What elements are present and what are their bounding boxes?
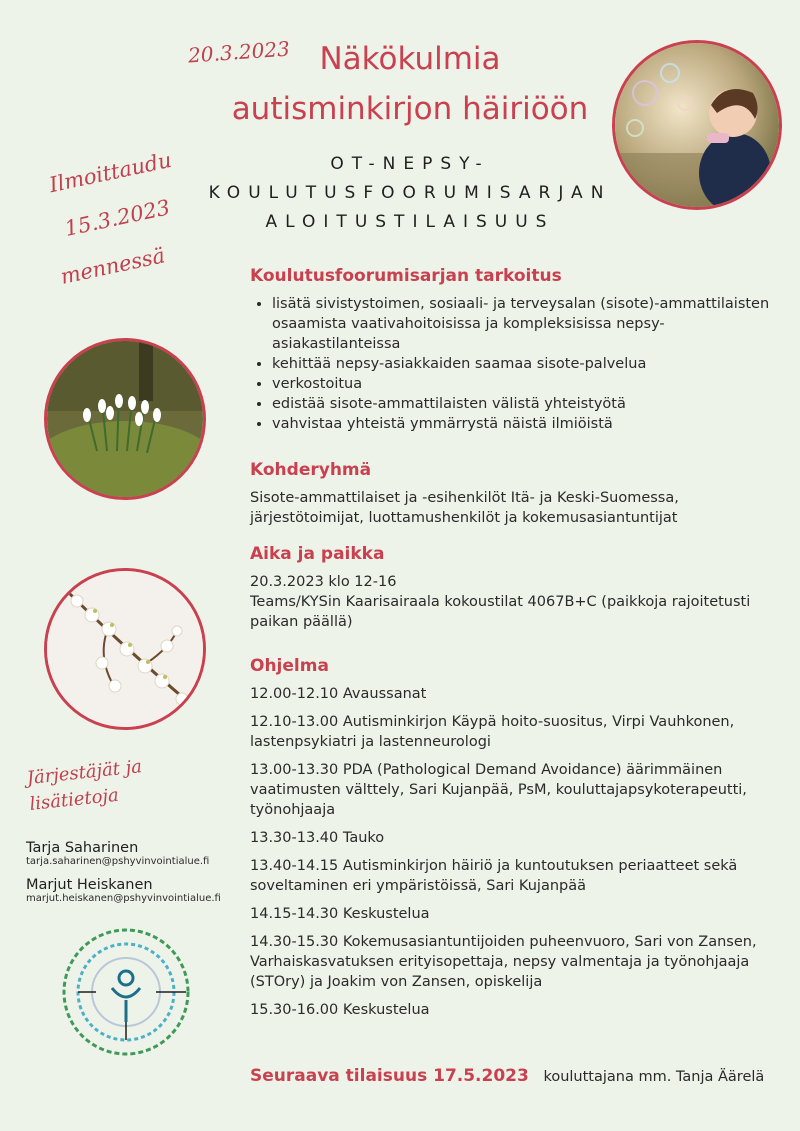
purpose-list [250,294,770,434]
subtitle-line-2: KOULUTUSFOORUMISARJAN [208,183,612,203]
child-bubbles-photo [612,40,782,210]
audience-heading: Kohderyhmä [250,460,372,480]
subtitle-line-3: ALOITUSTILAISUUS [265,212,555,232]
organizers-list [26,840,246,904]
list-item: • verkostoitua [272,374,770,394]
audience-section [250,460,770,528]
registration-line-1: Ilmoittaudu [47,147,174,198]
program-item: 13.40-14.15 Autisminkirjon häiriö ja kuntoutuksen periaatteet sekä soveltaminen eri ympäristöissä, Sari Kujanpää [250,858,738,894]
audience-text: Sisote-ammattilaiset ja -esihenkilöt Itä- ja Keski-Suomessa, järjestötoimijat, luottamushenkilöt ja kokemusasiantuntijat [250,490,679,526]
organizers-title-line-2: lisätietoja [28,784,120,815]
time-place-heading: Aika ja paikka [250,544,385,564]
header-date: 20.3.2023 [187,36,291,68]
list-item: • vahvistaa yhteistä ymmärrystä näistä ilmiöistä [272,414,770,434]
blossom-branch-photo [44,568,206,730]
title-line-1: Näkökulmia [319,41,501,77]
program-item: 13.00-13.30 PDA (Pathological Demand Avoidance) äärimmäinen vaatimusten välttely, Sari Kujanpää, PsM, kouluttajapsykoterapeutti, työnohjaaja [250,762,747,818]
page-title [210,34,610,134]
program-section [250,656,765,1028]
program-item: 15.30-16.00 Keskustelua [250,1002,430,1018]
organization-logo [56,922,196,1062]
purpose-heading: Koulutusfoorumisarjan tarkoitus [250,266,562,286]
program-item: 14.30-15.30 Kokemusasiantuntijoiden puheenvuoro, Sari von Zansen, Varhaiskasvatuksen erityisopettaja, nepsy valmentaja ja työnohjaaja (STOry) ja Joakim von Zansen, opiskelija [250,934,757,990]
organizer-email[interactable]: marjut.heiskanen@pshyvinvointialue.fi [26,893,221,904]
organizer-name: Marjut Heiskanen [26,877,153,893]
snowdrops-photo [44,338,206,500]
page-subtitle [150,150,670,237]
program-item: 13.30-13.40 Tauko [250,830,385,846]
time-place-location: Teams/KYSin Kaarisairaala kokoustilat 4067B+C (paikkoja rajoitetusti paikan päällä) [250,594,751,630]
list-item: • lisätä sivistystoimen, sosiaali- ja terveysalan (sisote)-ammattilaisten osaamista vaativahoitoisissa ja kompleksisissa nepsy-asiakastilanteissa [272,294,770,354]
footer [250,1066,764,1086]
registration-note [16,134,211,304]
next-event-trainer: kouluttajana mm. Tanja Äärelä [543,1069,765,1085]
organizer-email[interactable]: tarja.saharinen@pshyvinvointialue.fi [26,856,210,867]
registration-line-2: 15.3.2023 [62,195,173,241]
list-item: • kehittää nepsy-asiakkaiden saamaa sisote-palvelua [272,354,770,374]
purpose-section [250,266,770,434]
program-heading: Ohjelma [250,656,329,676]
time-place-section [250,544,770,632]
program-item: 12.10-13.00 Autisminkirjon Käypä hoito-suositus, Virpi Vauhkonen, lastenpsykiatri ja lastenneurologi [250,714,735,750]
program-item: 12.00-12.10 Avaussanat [250,686,427,702]
organizer-name: Tarja Saharinen [26,840,139,856]
list-item: • edistää sisote-ammattilaisten välistä yhteistyötä [272,394,770,414]
subtitle-line-1: OT-NEPSY- [330,154,490,174]
organizers-title-line-1: Järjestäjät ja [25,756,143,790]
organizers-title [26,754,146,818]
program-item: 14.15-14.30 Keskustelua [250,906,430,922]
title-line-2: autisminkirjon häiriöön [231,91,589,127]
next-event: Seuraava tilaisuus 17.5.2023 [250,1066,529,1086]
time-place-date: 20.3.2023 klo 12-16 [250,574,397,590]
registration-line-3: mennessä [58,243,168,289]
